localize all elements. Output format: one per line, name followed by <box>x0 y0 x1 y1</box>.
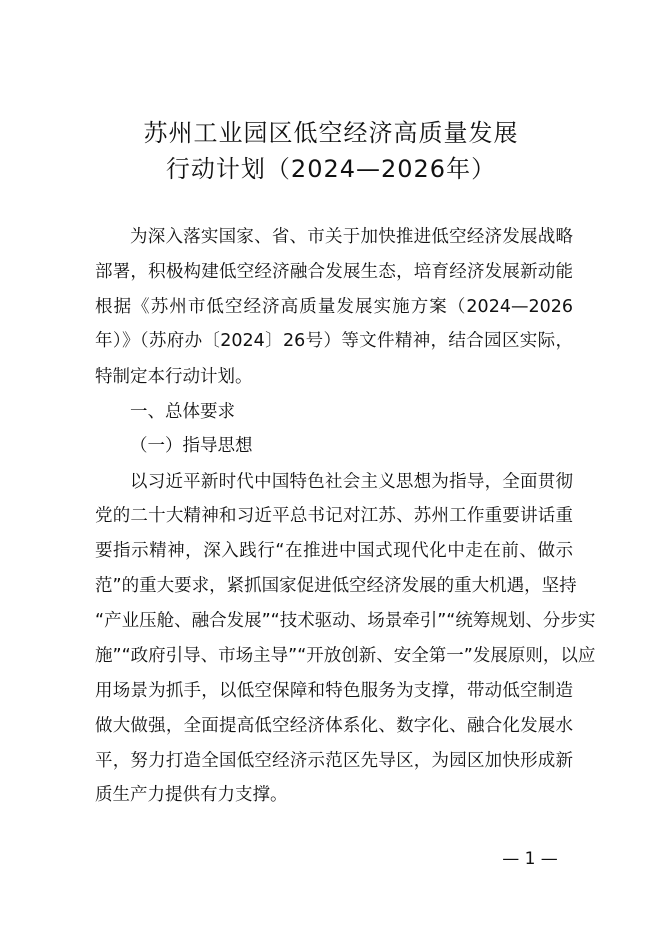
section-heading: 一、总体要求 <box>130 402 235 422</box>
guiding-paragraph-line: 范”的重大要求，紧抓国家促进低空经济发展的重大机遇，坚持 <box>95 576 577 596</box>
guiding-paragraph-line: 施”“政府引导、市场主导”“开放创新、安全第一”发展原则，以应 <box>95 646 596 666</box>
guiding-paragraph-line: 平，努力打造全国低空经济示范区先导区，为园区加快形成新 <box>95 751 573 771</box>
page-number: — 1 — <box>502 849 558 869</box>
intro-paragraph-line: 根据《苏州市低空经济高质量发展实施方案（2024—2026 <box>95 297 573 317</box>
intro-paragraph-line: 年）》（苏府办〔2024〕26号）等文件精神，结合园区实际， <box>95 331 573 351</box>
guiding-paragraph-line: 质生产力提供有力支撑。 <box>95 785 288 805</box>
guiding-paragraph-line: 做大做强，全面提高低空经济体系化、数字化、融合化发展水 <box>95 716 573 736</box>
guiding-paragraph-line: “产业压舱、融合发展”“技术驱动、场景牵引”“统筹规划、分步实 <box>95 611 596 631</box>
guiding-paragraph-line: 要指示精神，深入践行“在推进中国式现代化中走在前、做示 <box>95 541 573 561</box>
intro-paragraph-line: 部署，积极构建低空经济融合发展生态，培育经济发展新动能 <box>95 262 573 282</box>
document-title-line-1: 苏州工业园区低空经济高质量发展 <box>143 119 519 147</box>
guiding-paragraph-line: 用场景为抓手，以低空保障和特色服务为支撑，带动低空制造 <box>95 681 573 701</box>
guiding-paragraph-line: 以习近平新时代中国特色社会主义思想为指导，全面贯彻 <box>130 472 573 492</box>
intro-paragraph-line: 特制定本行动计划。 <box>95 367 253 387</box>
subsection-heading: （一）指导思想 <box>130 436 253 456</box>
document-title-line-2: 行动计划（2024—2026年） <box>165 155 497 183</box>
intro-paragraph-line: 为深入落实国家、省、市关于加快推进低空经济发展战略 <box>130 227 573 247</box>
guiding-paragraph-line: 党的二十大精神和习近平总书记对江苏、苏州工作重要讲话重 <box>95 506 573 526</box>
